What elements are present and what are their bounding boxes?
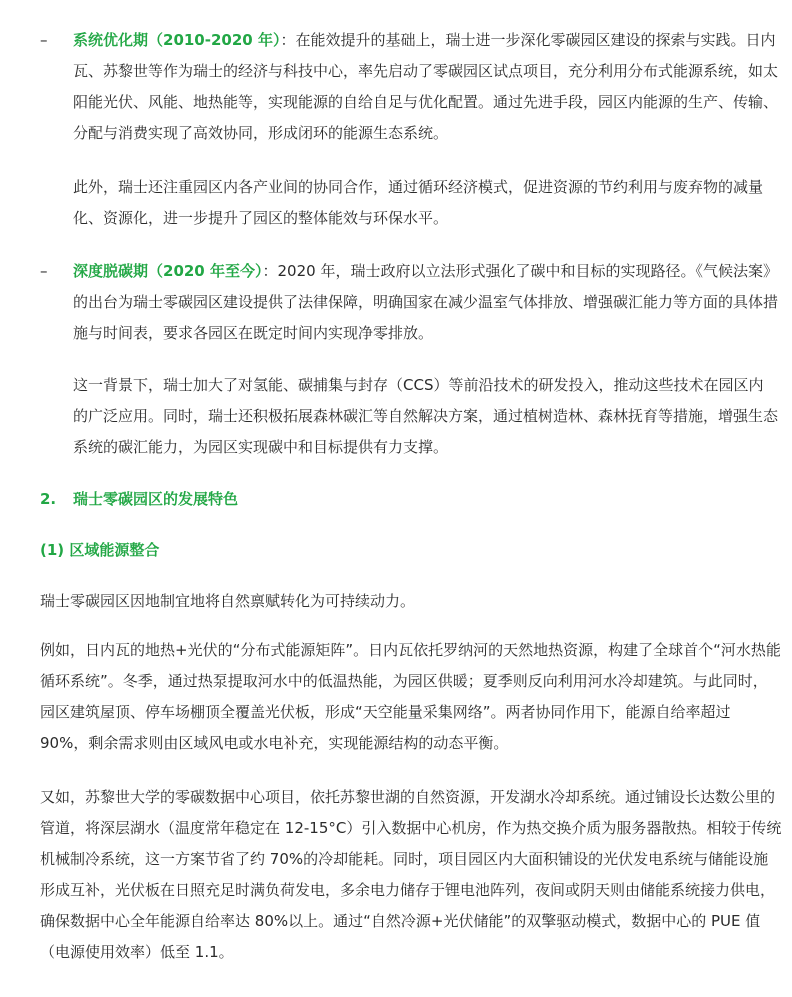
phase-2-colon: ： <box>280 31 296 49</box>
bullet-dash: – <box>40 262 48 280</box>
body-paragraph: 例如，日内瓦的地热+光伏的“分布式能源矩阵”。日内瓦依托罗纳河的天然地热资源，构建了全球首个“河水热能循环系统”。冬季，通过热泵提取河水中的低温热能，为园区供暖；夏季则反向利用河水冷却建筑。与此同时，园区建筑屋顶、停车场棚顶全覆盖光伏板，形成“天空能量采集网络”。两者协同作用下，能源自给率超过 90%，剩余需求则由区域风电或水电补充，实现能源结构的动态平衡。 <box>40 641 781 752</box>
phase-2-body <box>73 25 778 149</box>
phase-2-text: 在能效提升的基础上，瑞士进一步深化零碳园区建设的探索与实践。日内瓦、苏黎世等作为瑞士的经济与科技中心，率先启动了零碳园区试点项目，充分利用分布式能源系统，如太阳能光伏、风能、地热能等，实现能源的自给自足与优化配置。通过先进手段，园区内能源的生产、传输、分配与消费实现了高效协同，形成闭环的能源生态系统。 <box>73 31 779 142</box>
phase-3-title: 深度脱碳期（2020 年至今） <box>73 262 263 280</box>
section-heading <box>40 484 238 515</box>
bullet-dash: – <box>40 31 48 49</box>
phase-3-colon: ： <box>262 262 278 280</box>
body-paragraph: 瑞士零碳园区因地制宜地将自然禀赋转化为可持续动力。 <box>40 592 416 610</box>
phase-2-bullet <box>40 25 780 149</box>
phase-3-text: 2020 年，瑞士政府以立法形式强化了碳中和目标的实现路径。《气候法案》的出台为瑞士零碳园区建设提供了法律保障，明确国家在减少温室气体排放、增强碳汇能力等方面的具体措施与时间表，要求各园区在既定时间内实现净零排放。 <box>73 262 779 342</box>
section-title: 瑞士零碳园区的发展特色 <box>73 490 239 508</box>
subsection-title: (1) 区域能源整合 <box>40 541 160 559</box>
section-number: 2. <box>40 490 57 508</box>
phase-3-extra-paragraph: 这一背景下，瑞士加大了对氢能、碳捕集与封存（CCS）等前沿技术的研发投入，推动这些技术在园区内的广泛应用。同时，瑞士还积极拓展森林碳汇等自然解决方案，通过植树造林、森林抚育等措施，增强生态系统的碳汇能力，为园区实现碳中和目标提供有力支撑。 <box>73 376 779 456</box>
subsection-heading <box>40 535 159 566</box>
body-paragraph: 又如，苏黎世大学的零碳数据中心项目，依托苏黎世湖的自然资源，开发湖水冷却系统。通过铺设长达数公里的管道，将深层湖水（温度常年稳定在 12-15°C）引入数据中心机房，作为热交换介质为服务器散热。相较于传统机械制冷系统，这一方案节省了约 70%的冷却能耗。同时，项目园区内大面积铺设的光伏发电系统与储能设施形成互补，光伏板在日照充足时满负荷发电，多余电力储存于锂电池阵列，夜间或阴天则由储能系统接力供电，确保数据中心全年能源自给率达 80%以上。通过“自然冷源+光伏储能”的双擎驱动模式，数据中心的 PUE 值（电源使用效率）低至 1.1。 <box>40 788 782 961</box>
phase-3-body <box>73 256 778 349</box>
phase-3-bullet <box>40 256 780 349</box>
phase-2-extra-paragraph: 此外，瑞士还注重园区内各产业间的协同合作，通过循环经济模式，促进资源的节约利用与废弃物的减量化、资源化，进一步提升了园区的整体能效与环保水平。 <box>73 178 764 227</box>
phase-2-title: 系统优化期（2010-2020 年） <box>73 31 281 49</box>
